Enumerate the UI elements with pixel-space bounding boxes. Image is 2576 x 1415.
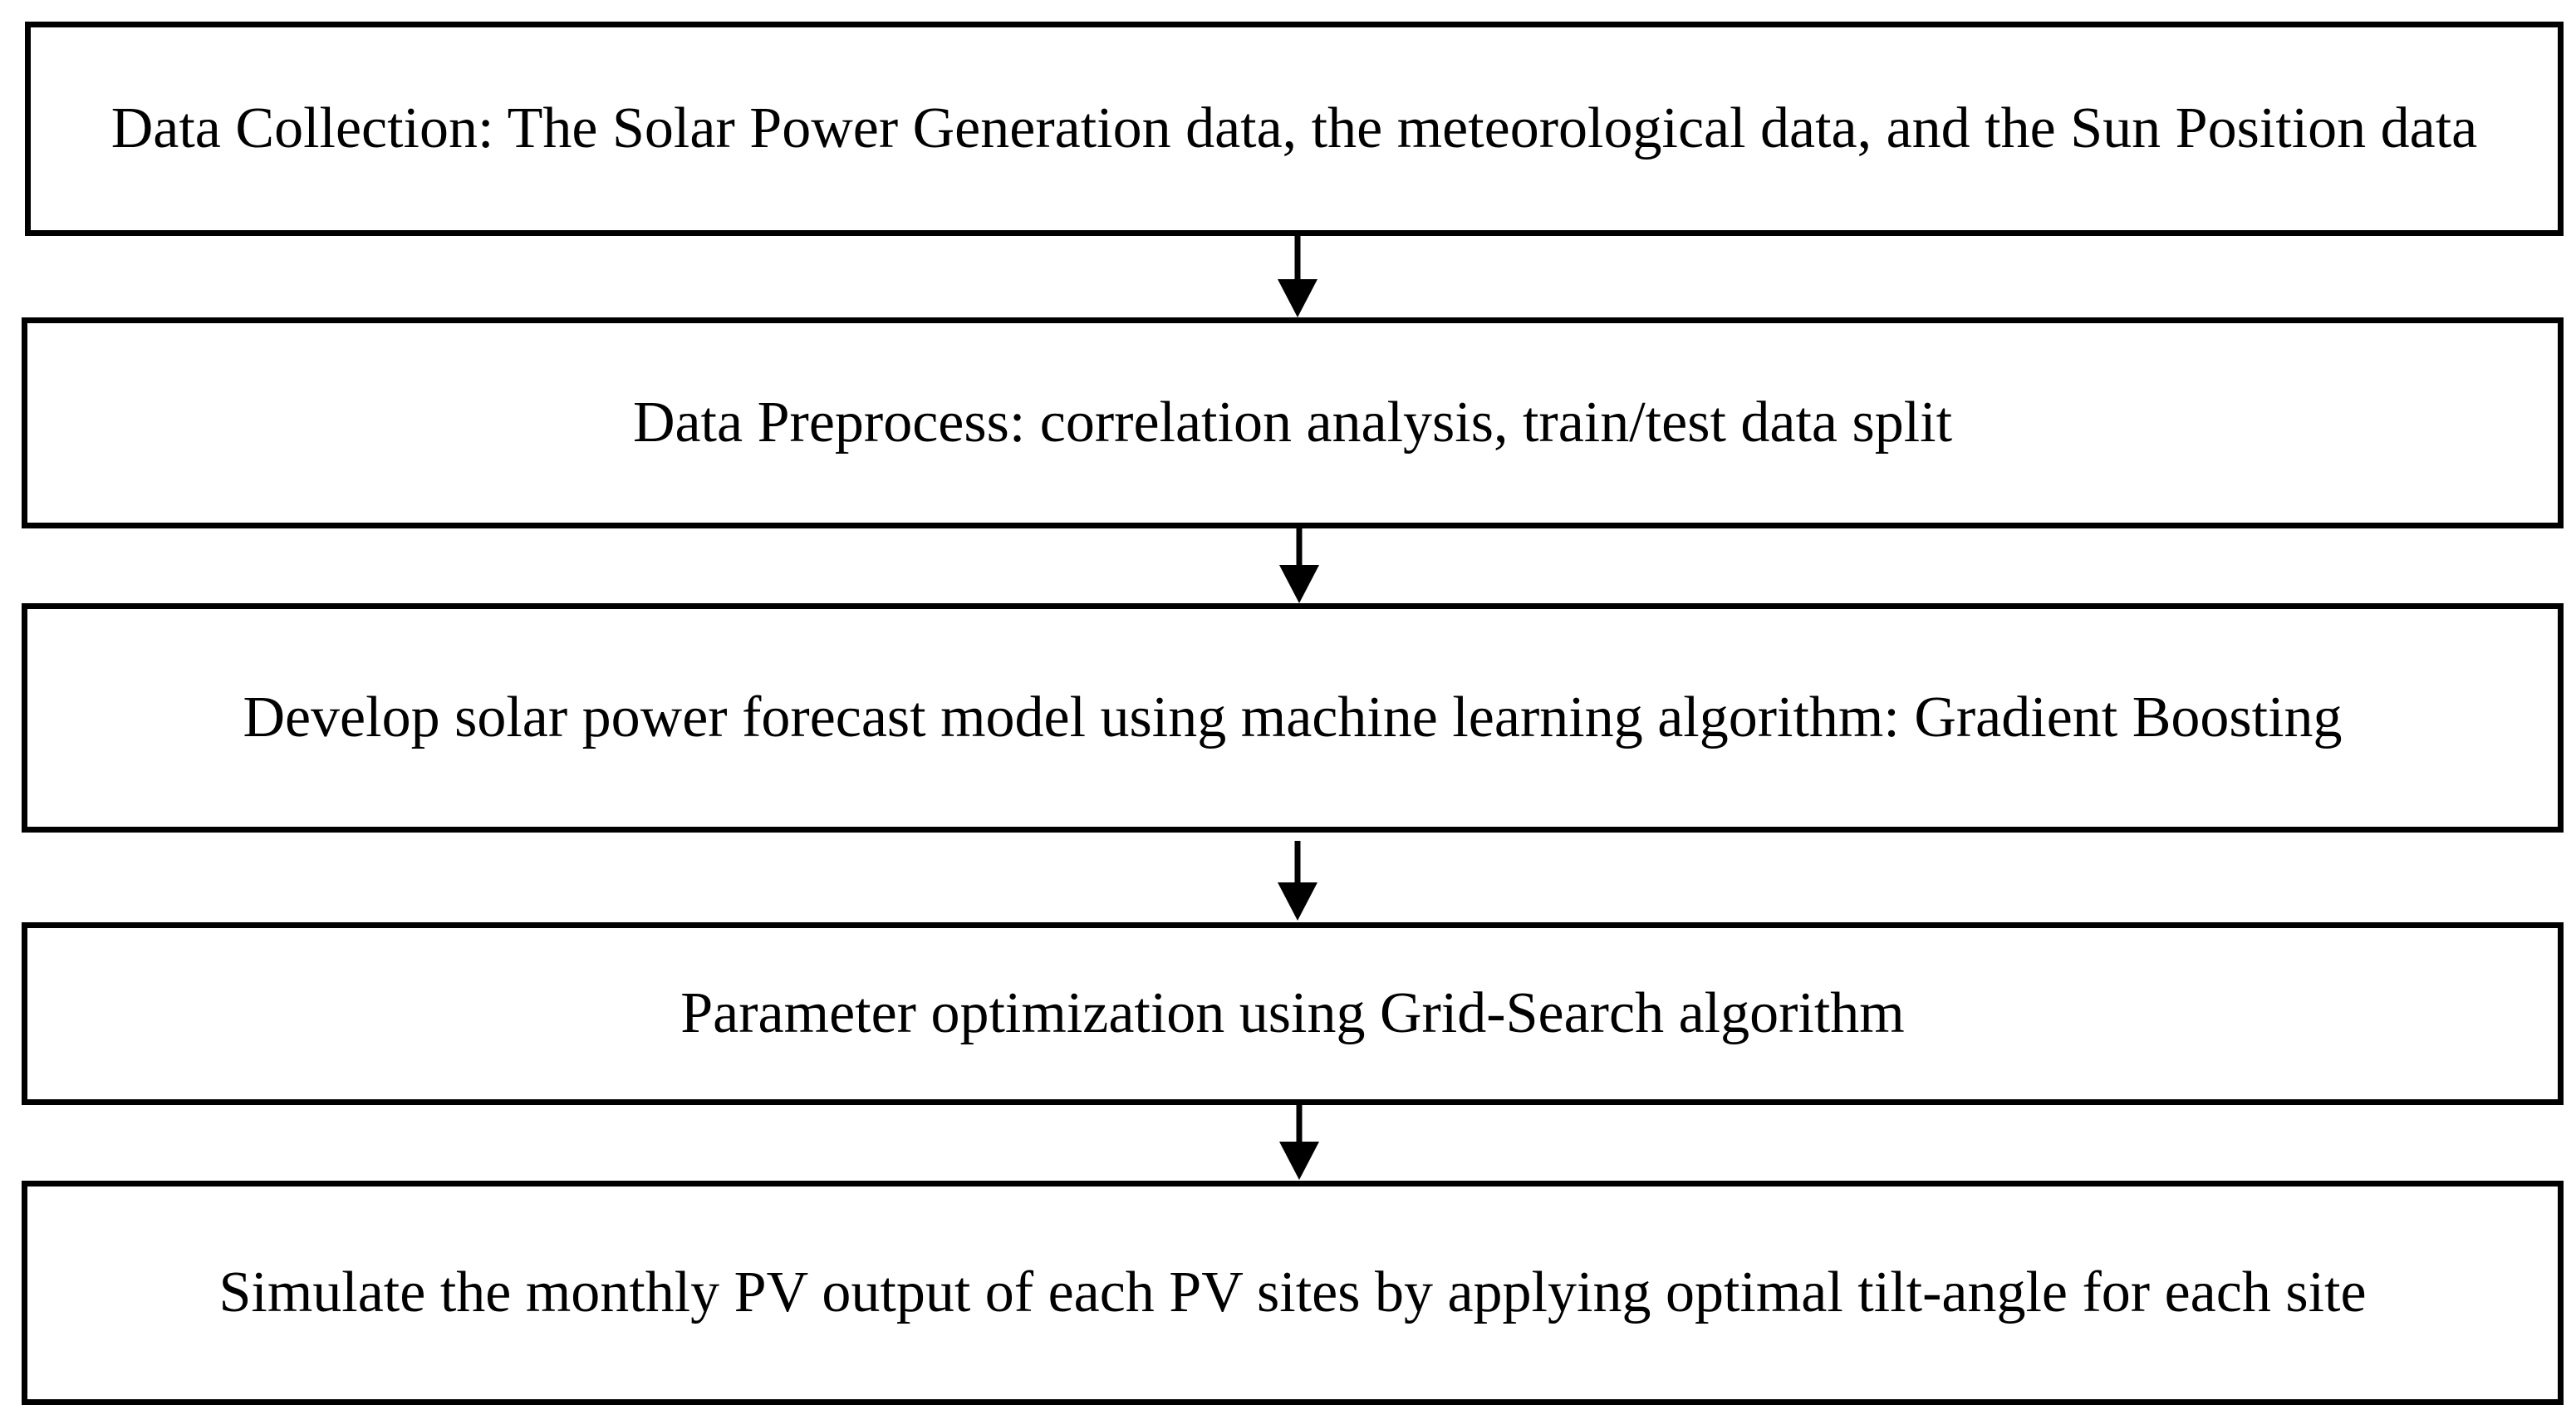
step-text-data-collection: Data Collection: The Solar Power Generation data, the meteorological data, and the Sun Position data: [110, 96, 2478, 160]
arrow-1-to-2: [1278, 236, 1317, 317]
step-text-develop-model: Develop solar power forecast model using machine learning algorithm: Gradient Boosting: [243, 685, 2343, 749]
arrow-3-to-4: [1278, 841, 1317, 921]
step-text-data-preprocess: Data Preprocess: correlation analysis, train/test data split: [632, 391, 1953, 454]
arrow-4-to-5: [1279, 1105, 1319, 1180]
step-text-parameter-optimization: Parameter optimization using Grid-Search algorithm: [680, 981, 1905, 1045]
step-text-simulate-output: Simulate the monthly PV output of each PV sites by applying optimal tilt-angle for each site: [218, 1260, 2367, 1324]
arrow-2-to-3: [1279, 528, 1319, 603]
